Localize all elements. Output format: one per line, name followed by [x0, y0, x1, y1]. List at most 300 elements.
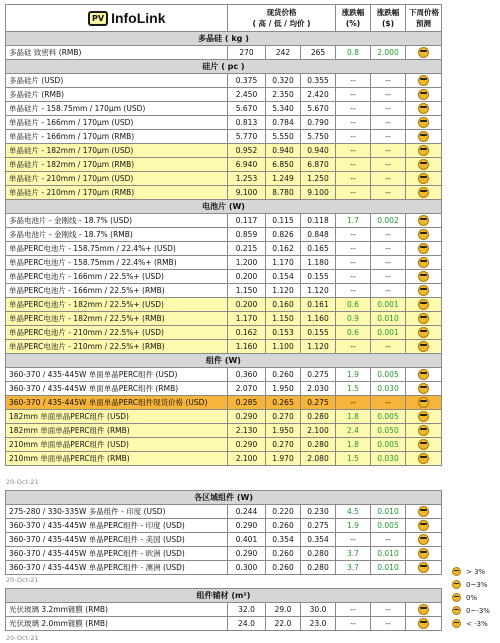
table-row	[6, 88, 442, 102]
date-label: 20-Oct-21	[6, 634, 39, 642]
change-usd: 0.005	[371, 368, 406, 382]
price-high: 0.952	[228, 144, 266, 158]
product-name: 360-370 / 435-445W 单晶PERC组件 - 澳洲 (USD)	[6, 561, 228, 575]
change-pct: --	[336, 116, 371, 130]
price-low: 0.160	[266, 298, 301, 312]
change-usd: --	[371, 396, 406, 410]
price-table	[5, 4, 442, 466]
product-name: 单晶PERC电池片 - 158.75mm / 22.4%+ (USD)	[6, 242, 228, 256]
change-pct: --	[336, 603, 371, 617]
product-name: 275-280 / 330-335W 多晶组件 - 印度 (USD)	[6, 505, 228, 519]
neutral-face-icon	[418, 47, 429, 58]
price-low: 5.340	[266, 102, 301, 116]
price-high: 0.285	[228, 396, 266, 410]
change-usd: 0.001	[371, 298, 406, 312]
price-avg: 5.750	[301, 130, 336, 144]
change-usd: --	[371, 603, 406, 617]
change-usd: 0.010	[371, 505, 406, 519]
product-name: 单晶硅片 - 158.75mm / 170μm (USD)	[6, 102, 228, 116]
price-avg: 6.870	[301, 158, 336, 172]
change-pct: --	[336, 284, 371, 298]
legend-item	[452, 567, 485, 576]
price-avg: 0.165	[301, 242, 336, 256]
change-pct: 1.5	[336, 452, 371, 466]
price-avg: 0.280	[301, 547, 336, 561]
price-avg: 1.250	[301, 172, 336, 186]
product-name: 单晶PERC电池片 - 166mm / 22.5%+ (USD)	[6, 270, 228, 284]
product-name: 210mm 单面单晶PERC组件 (RMB)	[6, 452, 228, 466]
change-usd: 0.030	[371, 452, 406, 466]
section-header	[6, 354, 442, 368]
price-low: 0.220	[266, 505, 301, 519]
change-usd: --	[371, 88, 406, 102]
neutral-face-icon	[418, 187, 429, 198]
price-avg: 0.354	[301, 533, 336, 547]
pct-header	[336, 5, 371, 32]
price-low: 0.784	[266, 116, 301, 130]
change-pct: 3.7	[336, 561, 371, 575]
change-usd: --	[371, 186, 406, 200]
price-high: 270	[228, 46, 266, 60]
neutral-face-icon	[418, 313, 429, 324]
price-low: 0.265	[266, 396, 301, 410]
price-avg: 0.275	[301, 519, 336, 533]
neutral-face-icon	[418, 425, 429, 436]
price-avg: 0.275	[301, 368, 336, 382]
change-pct: 4.5	[336, 505, 371, 519]
forecast-cell	[406, 410, 442, 424]
section-title: 电池片 (W)	[6, 200, 442, 214]
change-usd: --	[371, 228, 406, 242]
change-usd: --	[371, 74, 406, 88]
change-pct: --	[336, 533, 371, 547]
table-row	[6, 298, 442, 312]
neutral-face-icon	[418, 103, 429, 114]
price-low: 0.826	[266, 228, 301, 242]
neutral-face-icon	[418, 117, 429, 128]
price-avg: 2.420	[301, 88, 336, 102]
neutral-face-icon	[418, 145, 429, 156]
change-usd: --	[371, 284, 406, 298]
table-row	[6, 172, 442, 186]
price-low: 0.260	[266, 519, 301, 533]
product-name: 光伏玻璃 3.2mm镀膜 (RMB)	[6, 603, 228, 617]
change-pct: --	[336, 158, 371, 172]
product-name: 单晶PERC电池片 - 182mm / 22.5%+ (RMB)	[6, 312, 228, 326]
legend-label: < -3%	[466, 619, 488, 628]
neutral-face-icon	[418, 75, 429, 86]
price-avg: 2.030	[301, 382, 336, 396]
price-low: 1.150	[266, 312, 301, 326]
forecast-cell	[406, 452, 442, 466]
price-high: 0.117	[228, 214, 266, 228]
neutral-face-icon	[418, 520, 429, 531]
section-title: 硅片 ( pc )	[6, 60, 442, 74]
change-pct: --	[336, 242, 371, 256]
change-pct: --	[336, 617, 371, 631]
neutral-face-icon	[418, 604, 429, 615]
price-avg: 0.155	[301, 326, 336, 340]
section-title: 多晶硅 ( kg )	[6, 32, 442, 46]
price-avg: 0.280	[301, 438, 336, 452]
product-name: 360-370 / 435-445W 单面单晶PERC组件 (USD)	[6, 368, 228, 382]
price-low: 0.320	[266, 74, 301, 88]
change-pct: 3.7	[336, 547, 371, 561]
neutral-face-icon	[418, 285, 429, 296]
neutral-face-icon	[418, 229, 429, 240]
price-low: 1.950	[266, 424, 301, 438]
forecast-cell	[406, 116, 442, 130]
change-usd: 0.050	[371, 424, 406, 438]
forecast-cell	[406, 382, 442, 396]
price-avg: 23.0	[301, 617, 336, 631]
forecast-subtitle: 预测	[416, 19, 431, 28]
pct-title: 涨跌幅	[341, 8, 365, 17]
neutral-face-icon	[418, 548, 429, 559]
price-avg: 0.161	[301, 298, 336, 312]
legend-item	[452, 593, 477, 602]
forecast-cell	[406, 88, 442, 102]
price-high: 6.940	[228, 158, 266, 172]
table-row	[6, 326, 442, 340]
neutral-face-icon	[418, 159, 429, 170]
forecast-cell	[406, 519, 442, 533]
product-name: 多晶硅片 (RMB)	[6, 88, 228, 102]
usd-title: 涨跌幅	[376, 8, 400, 17]
price-high: 0.244	[228, 505, 266, 519]
neutral-face-icon	[418, 341, 429, 352]
forecast-cell	[406, 368, 442, 382]
price-low: 0.270	[266, 438, 301, 452]
product-name: 多晶电池片 - 金刚线 - 18.7% (RMB)	[6, 228, 228, 242]
legend-label: > 3%	[466, 567, 486, 576]
price-high: 1.150	[228, 284, 266, 298]
table-row	[6, 312, 442, 326]
price-low: 0.940	[266, 144, 301, 158]
table-row	[6, 214, 442, 228]
change-pct: 0.6	[336, 298, 371, 312]
logo-cell	[6, 5, 228, 32]
change-usd: --	[371, 533, 406, 547]
neutral-face-icon	[418, 618, 429, 629]
product-name: 多晶硅 致密料 (RMB)	[6, 46, 228, 60]
forecast-cell	[406, 312, 442, 326]
section-header	[6, 491, 442, 505]
legend-label: 0~-3%	[466, 606, 490, 615]
legend-item	[452, 606, 490, 615]
table-row	[6, 603, 442, 617]
neutral-face-icon	[418, 215, 429, 226]
price-high: 0.401	[228, 533, 266, 547]
change-pct: --	[336, 144, 371, 158]
price-low: 242	[266, 46, 301, 60]
forecast-cell	[406, 396, 442, 410]
product-name: 单晶硅片 - 182mm / 170μm (RMB)	[6, 158, 228, 172]
product-name: 360-370 / 435-445W 单晶PERC组件 - 欧洲 (USD)	[6, 547, 228, 561]
price-high: 1.200	[228, 256, 266, 270]
price-high: 5.770	[228, 130, 266, 144]
price-avg: 5.670	[301, 102, 336, 116]
price-low: 1.170	[266, 256, 301, 270]
forecast-cell	[406, 603, 442, 617]
table-row	[6, 158, 442, 172]
product-name: 210mm 单面单晶PERC组件 (USD)	[6, 438, 228, 452]
neutral-face-icon	[452, 593, 461, 602]
change-usd: 0.010	[371, 312, 406, 326]
table-row	[6, 102, 442, 116]
price-high: 0.200	[228, 270, 266, 284]
legend-label: 0~3%	[466, 580, 488, 589]
price-low: 1.950	[266, 382, 301, 396]
forecast-cell	[406, 46, 442, 60]
change-pct: 1.9	[336, 519, 371, 533]
table-row	[6, 130, 442, 144]
change-pct: 0.9	[336, 312, 371, 326]
product-name: 多晶硅片 (USD)	[6, 74, 228, 88]
change-pct: --	[336, 88, 371, 102]
change-usd: --	[371, 617, 406, 631]
forecast-cell	[406, 214, 442, 228]
price-high: 0.200	[228, 298, 266, 312]
table-row	[6, 396, 442, 410]
price-high: 1.160	[228, 340, 266, 354]
price-low: 1.970	[266, 452, 301, 466]
price-high: 1.253	[228, 172, 266, 186]
neutral-face-icon	[418, 383, 429, 394]
neutral-face-icon	[418, 131, 429, 142]
price-avg: 1.120	[301, 284, 336, 298]
section-title: 各区域组件 (W)	[6, 491, 442, 505]
table-row	[6, 368, 442, 382]
change-usd: --	[371, 158, 406, 172]
neutral-face-icon	[418, 534, 429, 545]
change-usd: --	[371, 144, 406, 158]
forecast-cell	[406, 326, 442, 340]
table-row	[6, 438, 442, 452]
forecast-cell	[406, 533, 442, 547]
change-pct: --	[336, 256, 371, 270]
table-row	[6, 144, 442, 158]
price-low: 0.354	[266, 533, 301, 547]
product-name: 单晶PERC电池片 - 158.75mm / 22.4%+ (RMB)	[6, 256, 228, 270]
product-name: 360-370 / 435-445W 单晶PERC组件 - 印度 (USD)	[6, 519, 228, 533]
product-name: 单晶PERC电池片 - 210mm / 22.5%+ (RMB)	[6, 340, 228, 354]
legend-label: 0%	[466, 593, 478, 602]
price-high: 0.290	[228, 438, 266, 452]
change-usd: --	[371, 270, 406, 284]
price-avg: 2.080	[301, 452, 336, 466]
price-low: 6.850	[266, 158, 301, 172]
neutral-face-icon	[418, 439, 429, 450]
change-pct: 1.7	[336, 214, 371, 228]
price-high: 0.162	[228, 326, 266, 340]
price-low: 5.550	[266, 130, 301, 144]
table-row	[6, 382, 442, 396]
change-usd: --	[371, 102, 406, 116]
regional-table	[5, 490, 442, 575]
table-row	[6, 46, 442, 60]
table-row	[6, 561, 442, 575]
neutral-face-icon	[418, 173, 429, 184]
neutral-face-icon	[418, 369, 429, 380]
usd-unit: ($)	[381, 19, 395, 28]
price-high: 0.290	[228, 519, 266, 533]
price-subtitle: ( 高 / 低 / 均价 )	[252, 19, 311, 28]
change-pct: 0.6	[336, 326, 371, 340]
change-pct: --	[336, 396, 371, 410]
change-pct: 1.8	[336, 438, 371, 452]
change-usd: 0.002	[371, 214, 406, 228]
forecast-cell	[406, 102, 442, 116]
price-high: 0.290	[228, 410, 266, 424]
price-avg: 0.790	[301, 116, 336, 130]
price-high: 1.170	[228, 312, 266, 326]
price-low: 0.153	[266, 326, 301, 340]
neutral-face-icon	[418, 257, 429, 268]
change-usd: 0.005	[371, 410, 406, 424]
usd-header	[371, 5, 406, 32]
table-row	[6, 617, 442, 631]
forecast-cell	[406, 298, 442, 312]
neutral-face-icon	[452, 606, 461, 615]
price-high: 2.450	[228, 88, 266, 102]
table-row	[6, 186, 442, 200]
price-low: 8.780	[266, 186, 301, 200]
price-low: 0.260	[266, 547, 301, 561]
price-high: 2.070	[228, 382, 266, 396]
forecast-cell	[406, 74, 442, 88]
change-pct: 1.5	[336, 382, 371, 396]
table-row	[6, 424, 442, 438]
price-avg: 0.848	[301, 228, 336, 242]
change-pct: --	[336, 74, 371, 88]
infolink-logo	[88, 11, 166, 26]
table-row	[6, 410, 442, 424]
product-name: 单晶硅片 - 210mm / 170μm (RMB)	[6, 186, 228, 200]
price-header	[228, 5, 336, 32]
price-avg: 9.100	[301, 186, 336, 200]
forecast-cell	[406, 228, 442, 242]
change-usd: 0.001	[371, 326, 406, 340]
neutral-face-icon	[452, 619, 461, 628]
change-usd: --	[371, 130, 406, 144]
product-name: 360-370 / 435-445W 单晶PERC组件 - 美国 (USD)	[6, 533, 228, 547]
neutral-face-icon	[452, 580, 461, 589]
price-low: 0.154	[266, 270, 301, 284]
price-avg: 2.100	[301, 424, 336, 438]
change-usd: 0.005	[371, 438, 406, 452]
table-row	[6, 74, 442, 88]
price-high: 9.100	[228, 186, 266, 200]
product-name: 单晶PERC电池片 - 166mm / 22.5%+ (RMB)	[6, 284, 228, 298]
pct-unit: (%)	[345, 19, 361, 28]
forecast-cell	[406, 505, 442, 519]
date-label: 20-Oct-21	[6, 478, 39, 486]
price-low: 1.120	[266, 284, 301, 298]
price-avg: 1.160	[301, 312, 336, 326]
neutral-face-icon	[418, 89, 429, 100]
neutral-face-icon	[452, 567, 461, 576]
price-low: 0.162	[266, 242, 301, 256]
legend-item	[452, 580, 487, 589]
price-high: 0.375	[228, 74, 266, 88]
product-name: 多晶电池片 - 金刚线 - 18.7% (USD)	[6, 214, 228, 228]
product-name: 182mm 单面单晶PERC组件 (RMB)	[6, 424, 228, 438]
price-avg: 0.280	[301, 561, 336, 575]
product-name: 单晶硅片 - 182mm / 170μm (USD)	[6, 144, 228, 158]
forecast-cell	[406, 270, 442, 284]
change-usd: --	[371, 256, 406, 270]
table-row	[6, 242, 442, 256]
price-high: 2.100	[228, 452, 266, 466]
product-name: 182mm 单面单晶PERC组件 (USD)	[6, 410, 228, 424]
table-row	[6, 270, 442, 284]
change-usd: 0.010	[371, 561, 406, 575]
date-label: 20-Oct-21	[6, 576, 39, 584]
table-header	[6, 5, 442, 32]
price-low: 0.260	[266, 368, 301, 382]
price-low: 0.270	[266, 410, 301, 424]
forecast-cell	[406, 340, 442, 354]
logo-badge: PV	[88, 11, 108, 26]
table-row	[6, 340, 442, 354]
auxiliary-table	[5, 588, 442, 631]
section-title: 组件辅材 (m²)	[6, 589, 442, 603]
section-title: 组件 (W)	[6, 354, 442, 368]
forecast-cell	[406, 172, 442, 186]
price-avg: 1.180	[301, 256, 336, 270]
product-name: 360-370 / 435-445W 单面单晶PERC组件 (RMB)	[6, 382, 228, 396]
product-name: 单晶硅片 - 166mm / 170μm (RMB)	[6, 130, 228, 144]
price-low: 0.115	[266, 214, 301, 228]
product-name: 单晶PERC电池片 - 182mm / 22.5%+ (USD)	[6, 298, 228, 312]
forecast-cell	[406, 424, 442, 438]
price-avg: 0.280	[301, 410, 336, 424]
product-name: 单晶硅片 - 166mm / 170μm (USD)	[6, 116, 228, 130]
table-row	[6, 533, 442, 547]
price-high: 0.300	[228, 561, 266, 575]
change-usd: --	[371, 116, 406, 130]
change-usd: 0.005	[371, 519, 406, 533]
forecast-cell	[406, 617, 442, 631]
forecast-cell	[406, 256, 442, 270]
price-avg: 0.355	[301, 74, 336, 88]
forecast-cell	[406, 186, 442, 200]
change-pct: --	[336, 270, 371, 284]
forecast-cell	[406, 284, 442, 298]
product-name: 单晶PERC电池片 - 210mm / 22.5%+ (USD)	[6, 326, 228, 340]
price-avg: 265	[301, 46, 336, 60]
product-name: 单晶硅片 - 210mm / 170μm (USD)	[6, 172, 228, 186]
change-pct: --	[336, 186, 371, 200]
table-row	[6, 116, 442, 130]
table-row	[6, 547, 442, 561]
price-high: 0.360	[228, 368, 266, 382]
legend-item	[452, 619, 488, 628]
change-pct: --	[336, 172, 371, 186]
forecast-cell	[406, 130, 442, 144]
price-avg: 0.230	[301, 505, 336, 519]
section-header	[6, 32, 442, 46]
neutral-face-icon	[418, 299, 429, 310]
change-usd: --	[371, 172, 406, 186]
change-usd: 2.000	[371, 46, 406, 60]
price-high: 24.0	[228, 617, 266, 631]
price-high: 2.130	[228, 424, 266, 438]
table-row	[6, 505, 442, 519]
forecast-cell	[406, 438, 442, 452]
change-pct: 0.8	[336, 46, 371, 60]
